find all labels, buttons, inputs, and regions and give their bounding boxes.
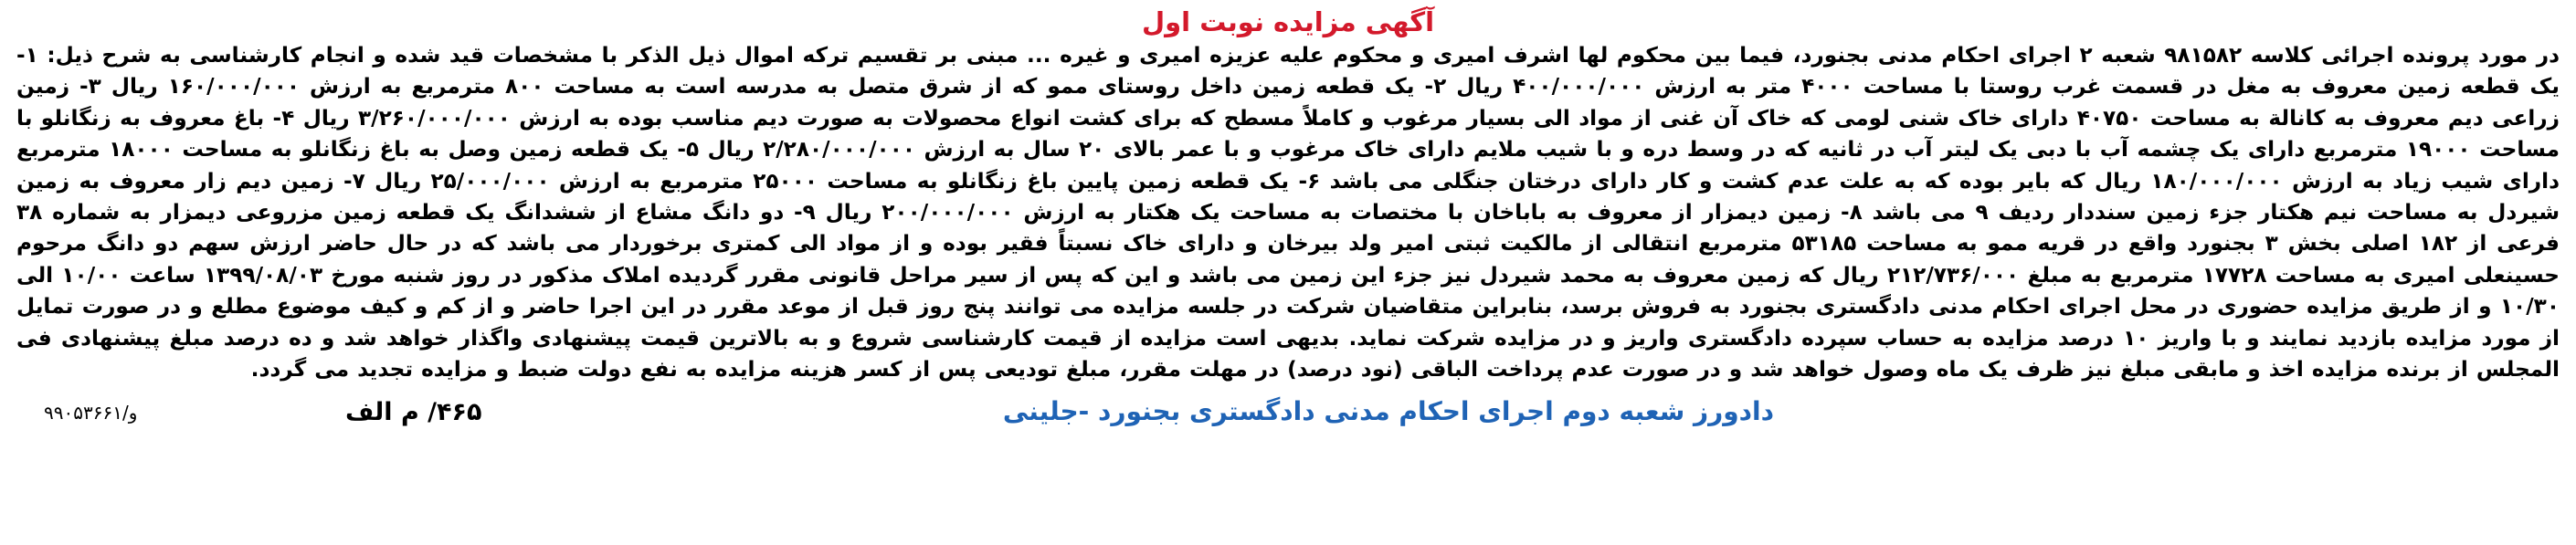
notice-title: آگهی مزایده نوبت اول bbox=[1141, 6, 1435, 37]
notice-body: در مورد پرونده اجرائی کلاسه ۹۸۱۵۸۲ شعبه ۲ اجرای احکام مدنی بجنورد، فیما بین محکوم لها اشرف امیری و محکوم علیه عزیزه امیری و غیره ... مبنی بر تقسیم ترکه اموال ذیل الذکر با مشخصات قید شده و انجام کارشناسی به شرح ذیل: ۱-یک قطعه زمین معروف به مغل در قسمت غرب روستا با مساحت ۴۰۰۰ متر به ارزش ۴۰۰/۰۰۰/۰۰۰ ریال ۲- یک قطعه زمین داخل روستای ممو که از شرق متصل به مدرسه است به مساحت ۸۰۰ مترمربع به ارزش ۱۶۰/۰۰۰/۰۰۰ ریال ۳- زمین زراعی دیم معروف به کانالة به مساحت ۴۰۷۵۰ دارای خاک شنی لومی که خاک آن غنی از مواد الی بسیار مرغوب و کاملاً مسطح که برای کشت انواع محصولات به صورت دیم مناسب بوده به ارزش ۳/۲۶۰/۰۰۰/۰۰۰ ریال ۴- باغ معروف به زنگانلو با مساحت ۱۹۰۰۰ مترمربع دارای یک چشمه آب با دبی یک لیتر آب در ثانیه که در وسط دره و با شیب ملایم دارای خاک مرغوب و با عمر بالای ۲۰ سال به ارزش ۲/۲۸۰/۰۰۰/۰۰۰ ریال ۵- یک قطعه زمین وصل به باغ زنگانلو به مساحت ۱۸۰۰۰ مترمربع دارای شیب زیاد به ارزش ۱۸۰/۰۰۰/۰۰۰ ریال که بایر بوده که به علت عدم کشت و کار دارای درختان جنگلی می باشد ۶- یک قطعه زمین پایین باغ زنگانلو به مساحت ۲۵۰۰۰ مترمربع به ارزش ۲۵/۰۰۰/۰۰۰ ریال ۷- زمین دیم زار معروف به زمین شیردل به مساحت نیم هکتار جزء زمین سنددار ردیف ۹ می باشد ۸- زمین دیمزار از معروف به باباخان با مختصات به مساحت یک هکتار به ارزش ۲۰۰/۰۰۰/۰۰۰ ریال ۹- دو دانگ مشاع از ششدانگ یک قطعه زمین مزروعی دیمزار به شماره ۳۸ فرعی از ۱۸۲ اصلی بخش ۳ بجنورد واقع در قریه ممو به مساحت ۵۳۱۸۵ مترمربع انتقالی از مالکیت ثبتی امیر ولد بیرخان و دارای خاک نسبتاً فقیر بوده و از مواد الی کمتری برخوردار می باشد که در حال حاضر ارزش سهم دو دانگ مرحوم حسینعلی امیری به مساحت ۱۷۷۲۸ مترمربع به مبلغ ۲۱۲/۷۳۶/۰۰۰ ریال که زمین معروف به محمد شیردل نیز جزء این زمین می باشد و این که پس از سیر مراحل قانونی مقرر گردیده املاک مذکور در روز شنبه مورخ ۱۳۹۹/۰۸/۰۳ ساعت ۱۰/۰۰ الی ۱۰/۳۰ و از طریق مزایده حضوری در محل اجرای احکام مدنی دادگستری بجنورد به فروش برسد، بنابراین متقاضیان شرکت در جلسه مزایده می توانند پنج روز قبل از موعد مقرر در این اجرا حاضر و از کم و کیف موضوع مطلع و در صورت تمایل از مورد مزایده بازدید نمایند و با واریز ۱۰ درصد مزایده به حساب سپرده دادگستری واریز و در مزایده شرکت نماید. بدیهی است مزایده از قیمت کارشناسی شروع و به بالاترین قیمت پیشنهادی واگذار خواهد شد و ده درصد مبلغ پیشنهادی فی المجلس از برنده مزایده اخذ و مابقی مبلغ نیز ظرف یک ماه وصول خواهد شد و در صورت عدم پرداخت الباقی (نود درصد) در مهلت مقرر، مبلغ تودیعی پس از کسر هزینه مزایده به نفع دولت ضبط و مزایده تجدید می گردد. bbox=[16, 43, 2560, 383]
reference-number: ۴۶۵/ م الف bbox=[345, 398, 482, 427]
issuer-signature: دادورز شعبه دوم اجرای احکام مدنی دادگستری بجنورد -جلینی bbox=[1002, 396, 1774, 427]
notice-footer bbox=[16, 391, 2560, 435]
publication-code: ۹۹۰۵۳۶۶۱/و bbox=[44, 402, 138, 424]
